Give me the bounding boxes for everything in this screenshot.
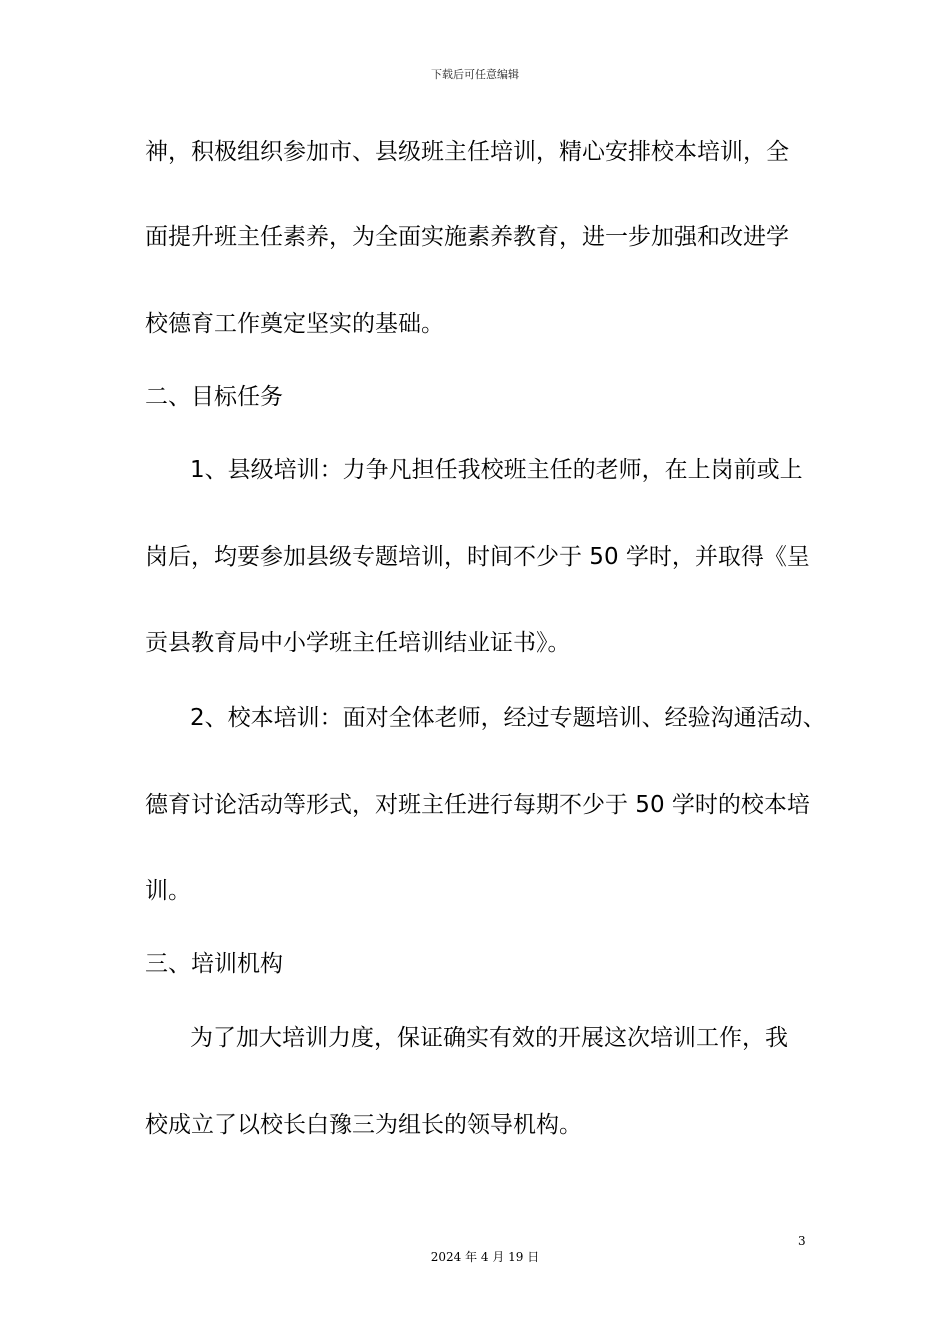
section-heading: 三、培训机构 bbox=[145, 951, 283, 977]
page-header-note: 下载后可任意编辑 bbox=[431, 68, 519, 81]
paragraph-line: 面提升班主任素养，为全面实施素养教育，进一步加强和改进学 bbox=[145, 224, 789, 250]
paragraph-line: 校德育工作奠定坚实的基础。 bbox=[145, 311, 444, 337]
list-item-line: 贡县教育局中小学班主任培训结业证书》。 bbox=[145, 630, 571, 656]
list-item-line: 2、校本培训：面对全体老师，经过专题培训、经验沟通活动、 bbox=[190, 705, 826, 731]
section-heading: 二、目标任务 bbox=[145, 384, 283, 410]
paragraph-line: 为了加大培训力度，保证确实有效的开展这次培训工作，我 bbox=[190, 1025, 788, 1051]
footer-date: 2024 年 4 月 19 日 bbox=[430, 1250, 540, 1264]
page-number: 3 bbox=[798, 1234, 806, 1248]
list-item-line: 1、县级培训：力争凡担任我校班主任的老师，在上岗前或上 bbox=[190, 457, 803, 483]
list-item-line: 德育讨论活动等形式，对班主任进行每期不少于 50 学时的校本培 bbox=[145, 792, 810, 818]
paragraph-line: 校成立了以校长白豫三为组长的领导机构。 bbox=[145, 1112, 582, 1138]
list-item-line: 岗后，均要参加县级专题培训，时间不少于 50 学时，并取得《呈 bbox=[145, 544, 810, 570]
list-item-line: 训。 bbox=[145, 878, 191, 904]
paragraph-line: 神，积极组织参加市、县级班主任培训，精心安排校本培训，全 bbox=[145, 139, 789, 165]
